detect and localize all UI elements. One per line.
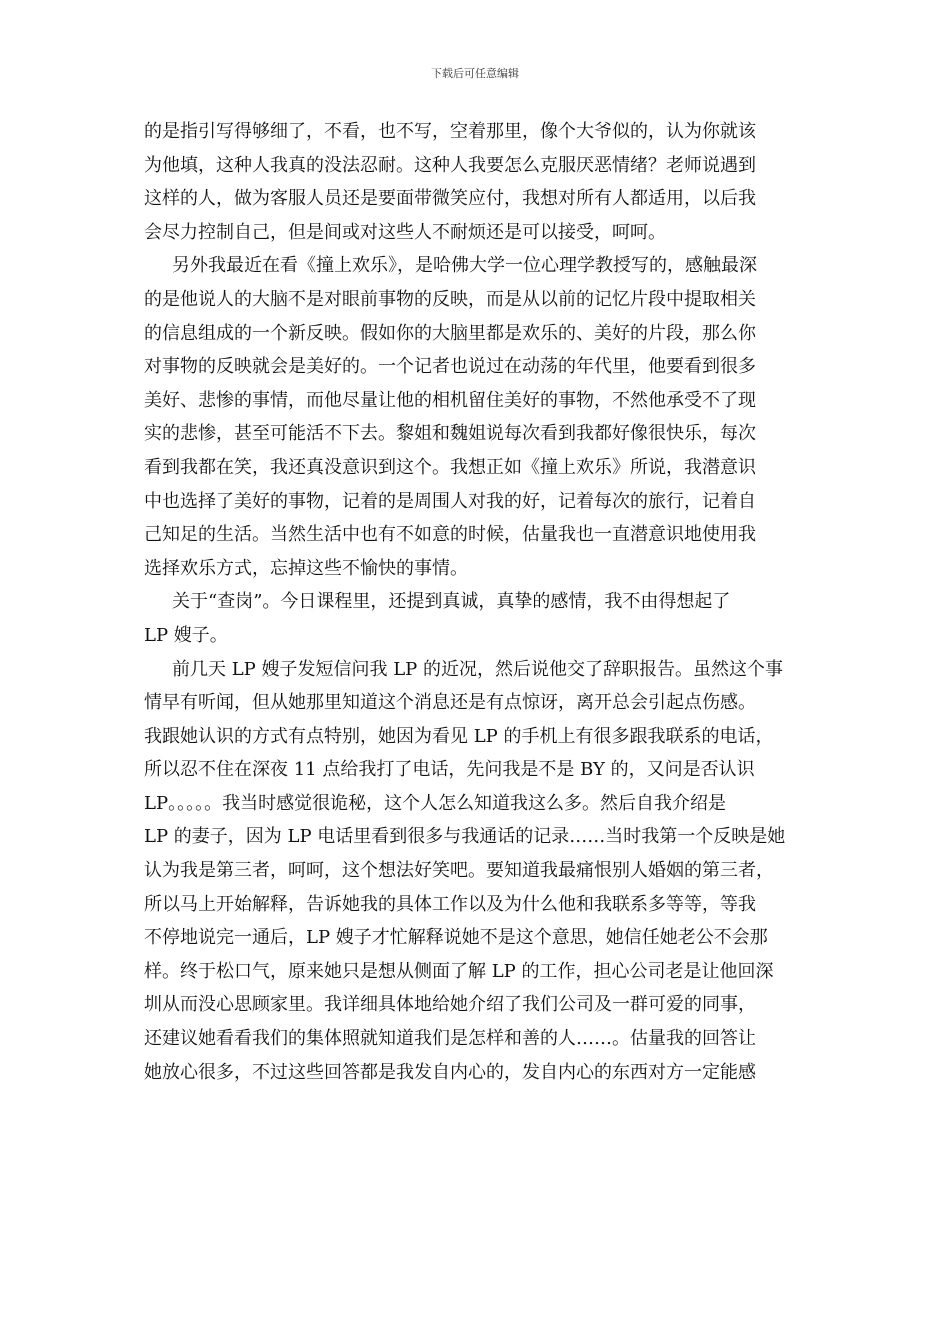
text-line: 看到我都在笑，我还真没意识到这个。我想正如《撞上欢乐》所说，我潜意识 [144,456,756,478]
text-line: 所以马上开始解释，告诉她我的具体工作以及为什么他和我联系多等等，等我 [144,893,756,915]
text-line: 所以忍不住在深夜 11 点给我打了电话，先问我是不是 BY 的，又问是否认识 [144,759,755,781]
text-line: 认为我是第三者，呵呵，这个想法好笑吧。要知道我最痛恨别人婚姻的第三者， [144,860,774,882]
text-line: 对事物的反映就会是美好的。一个记者也说过在动荡的年代里，他要看到很多 [144,356,756,378]
page-header: 下载后可任意编辑 [431,67,519,80]
text-line: 为他填，这种人我真的没法忍耐。这种人我要怎么克服厌恶情绪？老师说遇到 [144,154,756,176]
text-line: 另外我最近在看《撞上欢乐》，是哈佛大学一位心理学教授写的，感触最深 [172,255,757,277]
text-line: LP 嫂子。 [144,624,228,646]
text-line: 她放心很多，不过这些回答都是我发自内心的，发自内心的东西对方一定能感 [144,1061,756,1083]
text-line: 实的悲惨，甚至可能活不下去。黎姐和魏姐说每次看到我都好像很快乐，每次 [144,423,756,445]
text-line: 不停地说完一通后，LP 嫂子才忙解释说她不是这个意思，她信任她老公不会那 [144,927,768,949]
text-line: 还建议她看看我们的集体照就知道我们是怎样和善的人……。估量我的回答让 [144,1028,756,1050]
text-line: 的是指引写得够细了，不看，也不写，空着那里，像个大爷似的，认为你就该 [144,121,756,142]
text-line: 这样的人，做为客服人员还是要面带微笑应付，我想对所有人都适用，以后我 [144,188,756,210]
text-line: 样。终于松口气，原来她只是想从侧面了解 LP 的工作，担心公司老是让他回深 [144,960,774,982]
text-line: LP。。。。。我当时感觉很诡秘，这个人怎么知道我这么多。然后自我介绍是 [144,792,727,814]
text-line: 前几天 LP 嫂子发短信问我 LP 的近况，然后说他交了辞职报告。虽然这个事 [172,658,784,680]
text-line: LP 的妻子，因为 LP 电话里看到很多与我通话的记录……当时我第一个反映是她 [144,826,786,848]
text-line: 选择欢乐方式，忘掉这些不愉快的事情。 [144,557,468,579]
text-line: 我跟她认识的方式有点特别，她因为看见 LP 的手机上有很多跟我联系的电话， [144,725,774,747]
text-line: 的信息组成的一个新反映。假如你的大脑里都是欢乐的、美好的片段，那么你 [144,322,756,344]
text-line: 的是他说人的大脑不是对眼前事物的反映，而是从以前的记忆片段中提取相关 [144,288,756,310]
text-line: 圳从而没心思顾家里。我详细具体地给她介绍了我们公司及一群可爱的同事， [144,994,756,1016]
text-line: 己知足的生活。当然生活中也有不如意的时候，估量我也一直潜意识地使用我 [144,524,756,546]
text-line: 中也选择了美好的事物，记着的是周围人对我的好，记着每次的旅行，记着自 [144,490,756,512]
text-line: 关于“查岗”。今日课程里，还提到真诚，真挚的感情，我不由得想起了 [172,591,731,613]
text-line: 美好、悲惨的事情，而他尽量让他的相机留住美好的事物，不然他承受不了现 [144,389,756,411]
text-line: 情早有听闻，但从她那里知道这个消息还是有点惊讶，离开总会引起点伤感。 [144,692,756,714]
text-line: 会尽力控制自己，但是间或对这些人不耐烦还是可以接受，呵呵。 [144,221,666,243]
body-text [144,115,814,1089]
